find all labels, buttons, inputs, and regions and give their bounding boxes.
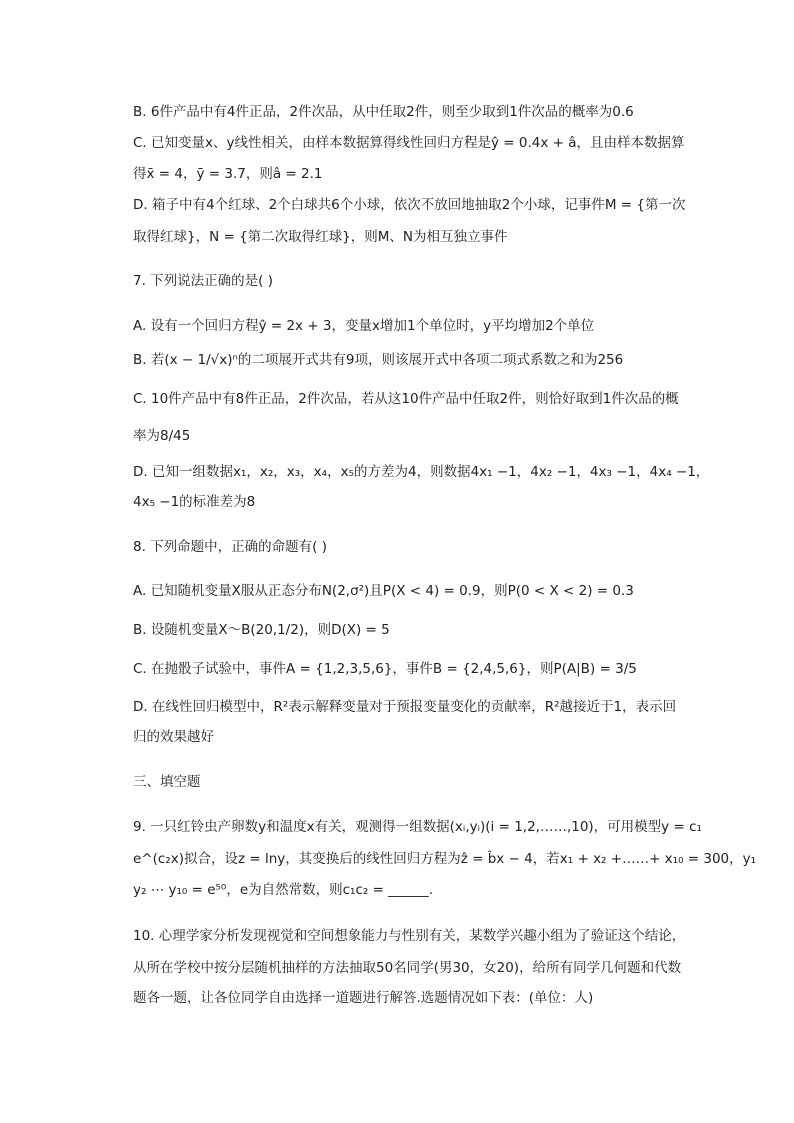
option-7d-line1: D. 已知一组数据x₁，x₂，x₃，x₄，x₅的方差为4，则数据4x₁ −1，4x₂ −1，4x₃ −1，4x₄ −1，: [133, 464, 710, 480]
question-10-line2: 从所在学校中按分层随机抽样的方法抽取50名同学(男30，女20)，给所有同学几何题和代数: [133, 960, 682, 976]
question-8: 8. 下列命题中，正确的命题有( ): [133, 539, 327, 555]
question-9-line1: 9. 一只红铃虫产卵数y和温度x有关，观测得一组数据(xᵢ,yᵢ)(i = 1,2,……,10)，可用模型y = c₁: [133, 819, 702, 835]
option-6b: B. 6件产品中有4件正品，2件次品，从中任取2件，则至少取到1件次品的概率为0.6: [133, 104, 634, 120]
question-10-line3: 题各一题，让各位同学自由选择一道题进行解答.选题情况如下表：(单位：人): [133, 990, 594, 1006]
question-9-line2: e^(c₂x)拟合，设z = lny，其变换后的线性回归方程为ẑ = b̂x − 4，若x₁ + x₂ +……+ x₁₀ = 300，y₁: [133, 851, 757, 867]
option-8b: B. 设随机变量X～B(20,1/2)，则D(X) = 5: [133, 622, 390, 638]
option-7a: A. 设有一个回归方程ŷ = 2x + 3，变量x增加1个单位时，y平均增加2个单位: [133, 318, 595, 334]
section-heading-fill-in: 三、填空题: [133, 774, 201, 790]
option-6d-line1: D. 箱子中有4个红球、2个白球共6个小球，依次不放回地抽取2个小球，记事件M = {第一次: [133, 197, 686, 213]
question-7: 7. 下列说法正确的是( ): [133, 273, 273, 289]
option-8d-line1: D. 在线性回归模型中，R²表示解释变量对于预报变量变化的贡献率，R²越接近于1，表示回: [133, 699, 677, 715]
question-9-line3: y₂ ⋯ y₁₀ = e⁵⁰，e为自然常数，则c₁c₂ = ______.: [133, 882, 433, 898]
option-7c-line1: C. 10件产品中有8件正品，2件次品，若从这10件产品中任取2件，则恰好取到1件次品的概: [133, 391, 679, 407]
option-8c: C. 在抛骰子试验中，事件A = {1,2,3,5,6}，事件B = {2,4,5,6}，则P(A|B) = 3/5: [133, 661, 637, 677]
option-6c-line1: C. 已知变量x、y线性相关，由样本数据算得线性回归方程是ŷ = 0.4x + â，且由样本数据算: [133, 135, 685, 151]
option-8a: A. 已知随机变量X服从正态分布N(2,σ²)且P(X < 4) = 0.9，则P(0 < X < 2) = 0.3: [133, 583, 634, 599]
option-6d-line2: 取得红球}，N = {第二次取得红球}，则M、N为相互独立事件: [133, 229, 508, 245]
option-7c-line2: 率为8/45: [133, 428, 191, 444]
option-7d-line2: 4x₅ −1的标准差为8: [133, 494, 256, 510]
option-7b: B. 若(x − 1/√x)ⁿ的二项展开式共有9项，则该展开式中各项二项式系数之和为256: [133, 352, 624, 368]
question-10-line1: 10. 心理学家分析发现视觉和空间想象能力与性别有关，某数学兴趣小组为了验证这个结论，: [133, 928, 686, 944]
option-8d-line2: 归的效果越好: [133, 729, 214, 745]
option-6c-line2: 得x̄ = 4，ȳ = 3.7，则â = 2.1: [133, 166, 323, 182]
